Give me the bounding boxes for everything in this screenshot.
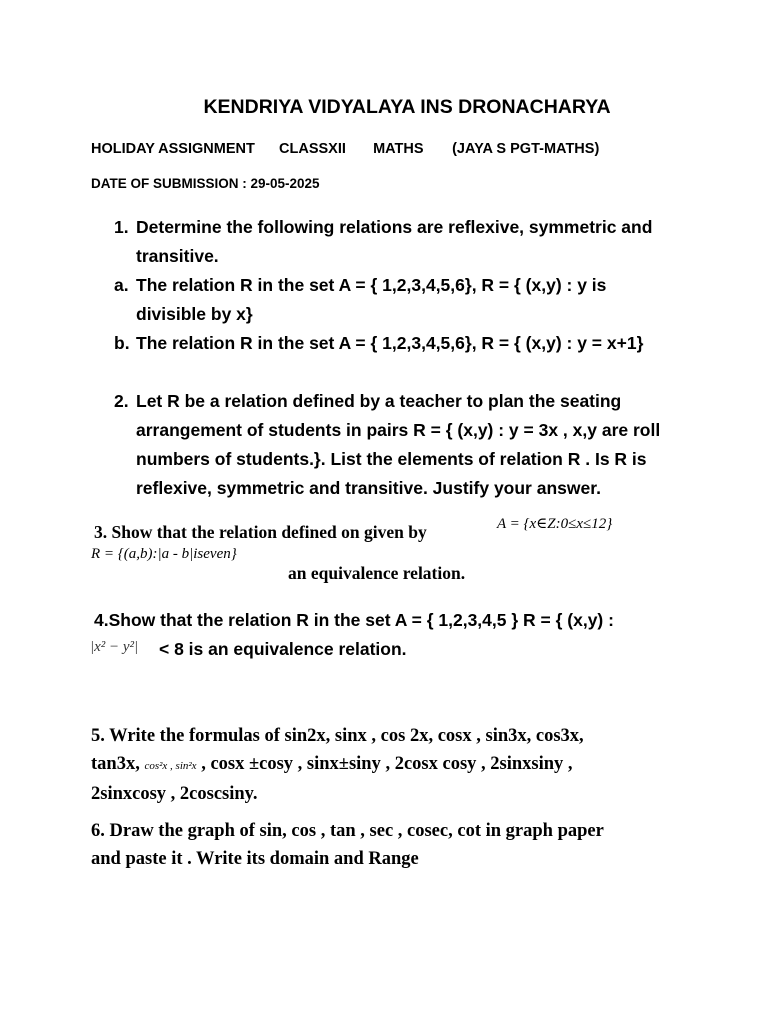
question-6: [91, 817, 604, 873]
question-5-line-1: 5. Write the formulas of sin2x, sinx , cos 2x, cosx , sin3x, cos3x,: [91, 726, 584, 746]
question-2-line-2: arrangement of students in pairs R = { (x,y) : y = 3x , x,y are roll: [136, 420, 661, 440]
question-2: [114, 387, 660, 503]
question-3-text-end: an equivalence relation.: [288, 563, 466, 583]
question-5-line-3: 2sinxcosy , 2coscsiny.: [91, 784, 258, 804]
question-1b-marker: b.: [114, 333, 130, 353]
assignment-label: HOLIDAY ASSIGNMENT: [91, 141, 255, 157]
assignment-info-line: [91, 141, 599, 157]
question-5-trig-squares: cos²x , sin²x: [144, 760, 197, 772]
date-of-submission: DATE OF SUBMISSION : 29-05-2025: [91, 176, 320, 191]
question-1-number: 1.: [114, 217, 129, 237]
question-1a-marker: a.: [114, 275, 129, 295]
question-2-number: 2.: [114, 391, 129, 411]
question-1a-line-2: divisible by x}: [136, 304, 253, 324]
question-4-text: 4.Show that the relation R in the set A = { 1,2,3,4,5 } R = { (x,y) :: [94, 610, 614, 630]
question-3-text: 3. Show that the relation defined on given by: [94, 522, 427, 542]
question-4-abs-expression: |x² − y²|: [90, 639, 139, 655]
question-5: [91, 722, 584, 808]
question-3-set-expression: A = {x∈Z:0≤x≤12}: [497, 516, 613, 532]
question-1a-line-1: The relation R in the set A = { 1,2,3,4,5,6}, R = { (x,y) : y is: [136, 275, 607, 295]
question-5-line-2-start: tan3x,: [91, 754, 140, 774]
question-1b-line-1: The relation R in the set A = { 1,2,3,4,5,6}, R = { (x,y) : y = x+1}: [136, 333, 644, 353]
question-5-line-2-end: , cosx ±cosy , sinx±siny , 2cosx cosy , 2sinxsiny ,: [196, 754, 573, 774]
class-label: CLASSXII: [279, 141, 346, 157]
teacher-label: (JAYA S PGT-MATHS): [452, 141, 600, 157]
question-1-text-line-2: transitive.: [136, 246, 219, 266]
question-6-line-2: and paste it . Write its domain and Range: [91, 849, 419, 869]
question-1: [114, 213, 652, 358]
question-3-relation-expression: R = {(a,b):|a - b|iseven}: [91, 546, 237, 562]
question-6-line-1: 6. Draw the graph of sin, cos , tan , sec , cosec, cot in graph paper: [91, 821, 604, 841]
question-2-line-4: reflexive, symmetric and transitive. Justify your answer.: [136, 478, 601, 498]
question-5-line-2: [91, 750, 584, 780]
question-1-text-line-1: Determine the following relations are reflexive, symmetric and: [136, 217, 653, 237]
subject-label: MATHS: [373, 141, 424, 157]
question-2-line-3: numbers of students.}. List the elements of relation R . Is R is: [136, 449, 647, 469]
page-title: KENDRIYA VIDYALAYA INS DRONACHARYA: [203, 96, 611, 118]
question-2-line-1: Let R be a relation defined by a teacher to plan the seating: [136, 391, 622, 411]
question-4-text-end: < 8 is an equivalence relation.: [159, 639, 407, 659]
